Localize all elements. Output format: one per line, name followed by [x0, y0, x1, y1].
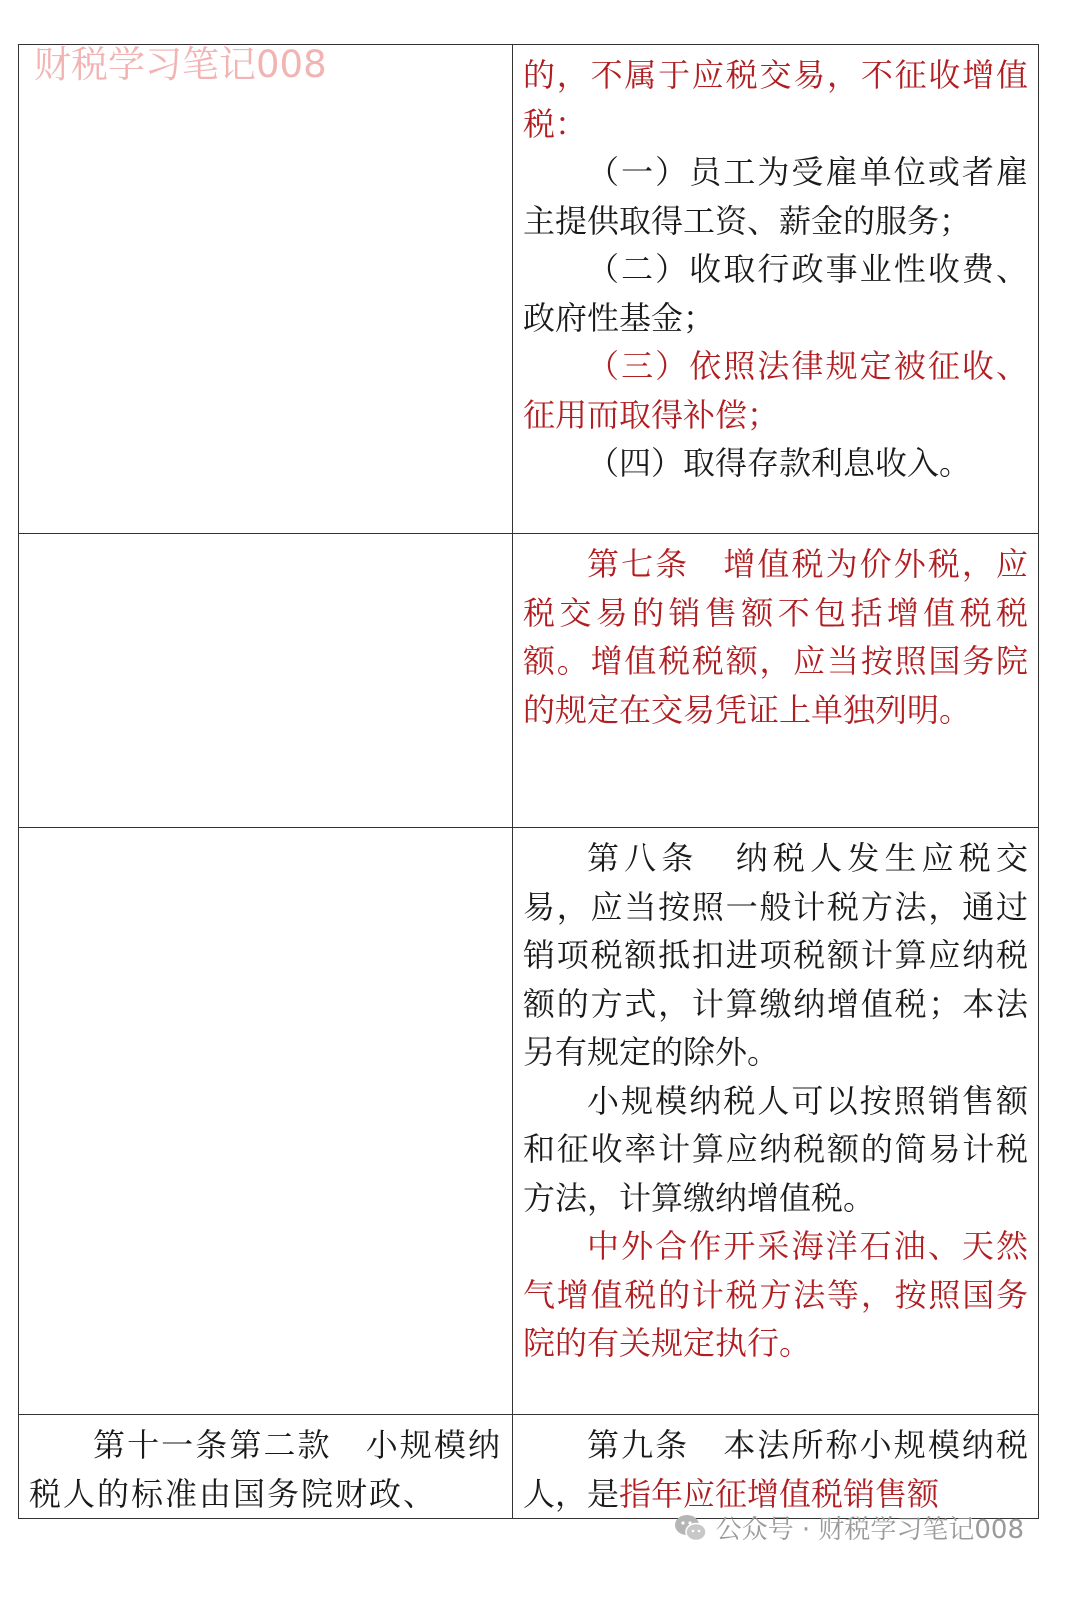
highlighted-text: 的，不属于应税交易，不征收增值税：: [523, 56, 1028, 143]
table-row: [19, 45, 1039, 534]
old-law-cell: [19, 828, 513, 1415]
law-paragraph: [523, 1222, 1028, 1368]
highlighted-text: （三）依照法律规定被征收、征用而取得补偿；: [523, 347, 1028, 434]
highlighted-text: 中外合作开采海洋石油、天然气增值税的计税方法等，按照国务院的有关规定执行。: [523, 1227, 1028, 1362]
wechat-icon: [674, 1514, 708, 1542]
old-law-cell: [19, 45, 513, 534]
table-row: [19, 534, 1039, 828]
law-paragraph: [523, 245, 1028, 342]
highlighted-text: 指年应征增值税销售额: [619, 1474, 940, 1513]
law-paragraph: [523, 342, 1028, 439]
body-text: 第十一条第二款 小规模纳税人的标准由国务院财政、: [29, 1426, 502, 1513]
footer-text: 公众号 · 财税学习笔记008: [715, 1515, 1024, 1545]
new-law-cell: [513, 45, 1039, 534]
law-paragraph: [523, 834, 1028, 1077]
law-paragraph: [523, 51, 1028, 148]
comparison-table: [18, 44, 1039, 1519]
law-paragraph: [523, 148, 1028, 245]
body-text: 第九条 本法所称小规模纳税人，是: [523, 1426, 1028, 1513]
body-text: 第八条 纳税人发生应税交易，应当按照一般计税方法，通过销项税额抵扣进项税额计算应纳税额的方式，计算缴纳增值税；本法另有规定的除外。: [523, 839, 1028, 1071]
law-paragraph: [523, 439, 1028, 488]
old-law-cell: [19, 534, 513, 828]
law-paragraph: [523, 1077, 1028, 1223]
watermark-text: 财税学习笔记008: [34, 43, 327, 86]
highlighted-text: 第七条 增值税为价外税，应税交易的销售额不包括增值税税额。增值税税额，应当按照国务院的规定在交易凭证上单独列明。: [523, 545, 1028, 729]
law-paragraph: [523, 540, 1028, 734]
account-footer: [674, 1509, 1024, 1546]
table-row: [19, 1415, 1039, 1519]
law-paragraph: [523, 1421, 1028, 1518]
body-text: （四）取得存款利息收入。: [587, 444, 972, 482]
table-row: [19, 828, 1039, 1415]
new-law-cell: [513, 534, 1039, 828]
body-text: 小规模纳税人可以按照销售额和征收率计算应纳税额的简易计税方法，计算缴纳增值税。: [523, 1081, 1028, 1217]
old-law-cell: [19, 1415, 513, 1519]
body-text: （二）收取行政事业性收费、政府性基金；: [523, 250, 1028, 337]
law-paragraph: [29, 1421, 502, 1518]
new-law-cell: [513, 1415, 1039, 1519]
body-text: （一）员工为受雇单位或者雇主提供取得工资、薪金的服务；: [523, 153, 1028, 240]
new-law-cell: [513, 828, 1039, 1415]
